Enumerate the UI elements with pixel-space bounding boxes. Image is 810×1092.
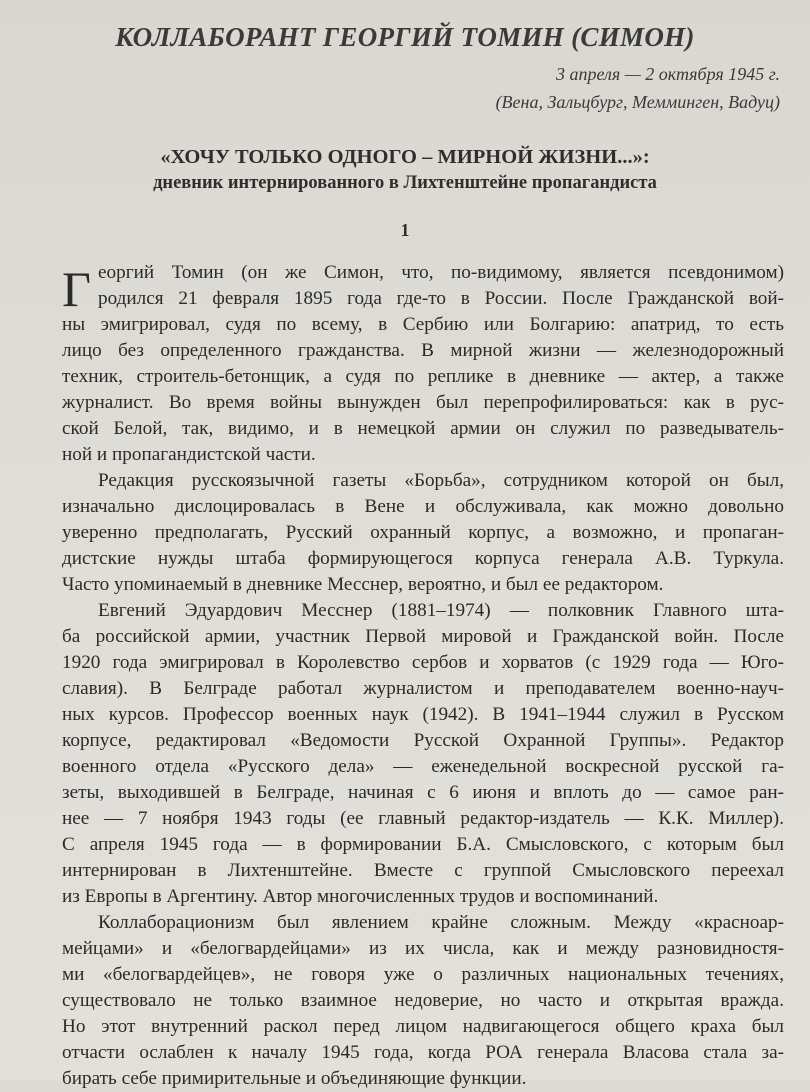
- text-line: ных курсов. Профессор военных наук (1942). В 1941–1944 служил в Русском: [62, 704, 784, 725]
- text-line: военного отдела «Русского дела» — еженедельной воскресной русской га-: [62, 756, 784, 777]
- text-line: техник, строитель-бетонщик, а судя по реплике в дневнике — актер, а также: [62, 366, 784, 387]
- text-line: Евгений Эдуардович Месснер (1881–1974) — полковник Главного шта-: [98, 600, 784, 621]
- text-line: Коллаборационизм был явлением крайне сложным. Между «красноар-: [98, 912, 784, 933]
- text-line: Часто упоминаемый в дневнике Месснер, вероятно, и был ее редактором.: [62, 574, 664, 595]
- chapter-title: «ХОЧУ ТОЛЬКО ОДНОГО – МИРНОЙ ЖИЗНИ...»:: [160, 146, 650, 168]
- text-line: отчасти ослаблен к началу 1945 года, когда РОА генерала Власова стала за-: [62, 1042, 784, 1063]
- text-line: ми «белогвардейцев», не говоря уже о различных национальных течениях,: [62, 964, 784, 985]
- text-line: ны эмигрировал, судя по всему, в Сербию или Болгарию: апатрид, то есть: [62, 314, 784, 335]
- text-line: существовало не только взаимное недоверие, но часто и открытая вражда.: [62, 990, 784, 1011]
- text-line: мейцами» и «белогвардейцами» из их числа, как и между разновидностя-: [62, 938, 784, 959]
- chapter-subtitle: дневник интернированного в Лихтенштейне пропагандиста: [153, 173, 657, 193]
- section-number: 1: [400, 220, 410, 240]
- drop-cap: Г: [62, 261, 91, 317]
- text-line: С апреля 1945 года — в формировании Б.А. Смысловского, с которым был: [62, 834, 784, 855]
- text-line: уверенно предполагать, Русский охранный корпус, а возможно, и пропаган-: [62, 522, 784, 543]
- places-list: (Вена, Зальцбург, Мемминген, Вадуц): [495, 92, 780, 112]
- text-line: интернирован в Лихтенштейне. Вместе с группой Смысловского переехал: [62, 860, 784, 881]
- text-line: ской Белой, так, видимо, и в немецкой армии он служил по разведыватель-: [62, 418, 784, 439]
- date-range: 3 апреля — 2 октября 1945 г.: [556, 64, 780, 84]
- text-line: из Европы в Аргентину. Автор многочисленных трудов и воспоминаний.: [62, 886, 659, 907]
- text-line: славия). В Белграде работал журналистом и преподавателем военно-науч-: [62, 678, 784, 699]
- text-line: журналист. Во время войны вынужден был перепрофилироваться: как в рус-: [62, 392, 784, 413]
- text-line: 1920 года эмигрировал в Королевство сербов и хорватов (с 1929 года — Юго-: [62, 652, 784, 673]
- text-line: родился 21 февраля 1895 года где-то в России. После Гражданской вой-: [98, 288, 784, 309]
- text-line: нее — 7 ноября 1943 годы (ее главный редактор-издатель — К.К. Миллер).: [62, 808, 784, 829]
- text-line: изначально дислоцировалась в Вене и обслуживала, как можно довольно: [62, 496, 784, 517]
- body-text: [62, 260, 784, 1092]
- text-line: Но этот внутренний раскол перед лицом надвигающегося общего краха был: [62, 1016, 784, 1037]
- text-line: дистские нужды штаба формирующегося корпуса генерала А.В. Туркула.: [62, 548, 784, 569]
- page-title: КОЛЛАБОРАНТ ГЕОРГИЙ ТОМИН (СИМОН): [115, 22, 695, 52]
- text-line: зеты, выходившей в Белграде, начиная с 6 июня и вплоть до — самое ран-: [62, 782, 784, 803]
- text-line: Редакция русскоязычной газеты «Борьба», сотрудником которой он был,: [98, 470, 784, 491]
- text-line: лицо без определенного гражданства. В мирной жизни — железнодорожный: [62, 340, 784, 361]
- text-line: корпусе, редактировал «Ведомости Русской Охранной Группы». Редактор: [62, 730, 784, 751]
- text-line: еоргий Томин (он же Симон, что, по-видимому, является псевдонимом): [98, 262, 784, 283]
- text-line: ной и пропагандистской части.: [62, 444, 316, 465]
- text-line: бирать себе примирительные и объединяющие функции.: [62, 1068, 527, 1089]
- text-line: ба российской армии, участник Первой мировой и Гражданской войн. После: [62, 626, 784, 647]
